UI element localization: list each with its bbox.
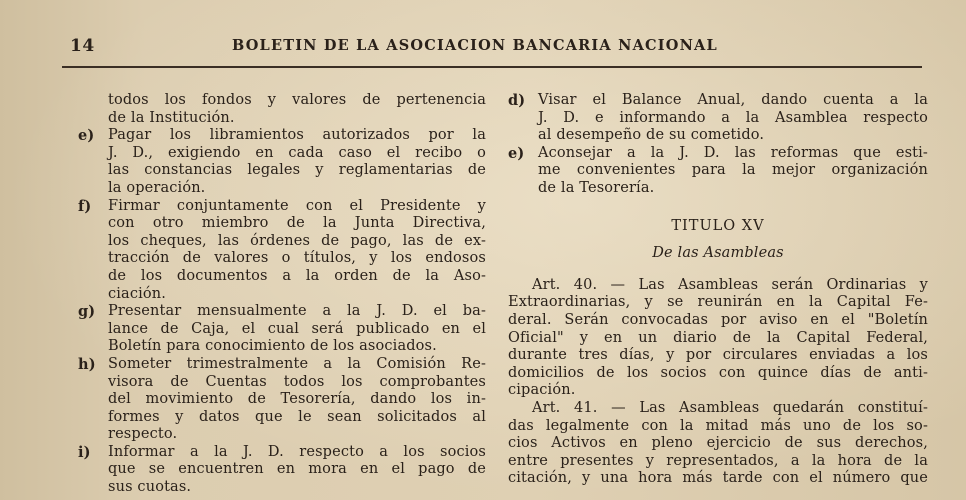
text-line: Art. 40. — Las Asambleas serán Ordinarias y [532, 276, 928, 293]
text-line: visora de Cuentas todos los comprobantes [108, 373, 486, 390]
text-line: con otro miembro de la Junta Directiva, [108, 215, 486, 232]
list-item-marker: e) [508, 144, 525, 162]
text-line: las constancias legales y reglamentarias de [108, 162, 486, 179]
text-line: del movimiento de Tesorería, dando los in- [108, 391, 486, 408]
text-line: lance de Caja, el cual será publicado en el [108, 320, 486, 337]
list-item-marker: h) [78, 355, 96, 373]
article-paragraph [508, 400, 928, 488]
page-number: 14 [70, 36, 95, 56]
text-line: Boletín para conocimiento de los asociados. [108, 338, 437, 355]
text-line: de la Tesorería. [538, 179, 655, 196]
text-line: J. D., exigiendo en cada caso el recibo o [108, 144, 486, 161]
text-line: J. D. e informando a la Asamblea respecto [538, 109, 928, 126]
article-paragraph [508, 277, 928, 400]
text-line: tracción de valores o títulos, y los endosos [108, 250, 486, 267]
text-line: citación, y una hora más tarde con el número que [508, 470, 928, 487]
list-item [508, 92, 928, 145]
text-line: Informar a la J. D. respecto a los socios [108, 443, 486, 460]
text-line: Oficial" y en un diario de la Capital Federal, [508, 329, 928, 346]
list-item-marker: d) [508, 92, 526, 109]
list-item-marker: e) [78, 127, 95, 145]
list-item-marker: g) [78, 303, 96, 321]
right-column [508, 92, 928, 488]
list-item [78, 356, 486, 444]
text-line: ciación. [108, 285, 167, 302]
list-item [78, 198, 486, 304]
text-line: Firmar conjuntamente con el Presidente y [108, 197, 486, 214]
text-line: Someter trimestralmente a la Comisión Re- [108, 355, 486, 372]
text-line: de los documentos a la orden de la Aso- [108, 267, 486, 284]
text-line: formes y datos que le sean solicitados al [108, 408, 486, 425]
section-title: TITULO XV [671, 217, 765, 234]
text-line: sus cuotas. [108, 479, 192, 496]
list-item [78, 444, 486, 497]
running-title: BOLETIN DE LA ASOCIACION BANCARIA NACIONAL [232, 37, 718, 54]
text-line: la operación. [108, 179, 206, 196]
list-item-marker: f) [78, 197, 92, 215]
text-line: deral. Serán convocadas por aviso en el "Boletín [508, 311, 928, 328]
text-line: cios Activos en pleno ejercicio de sus derechos, [508, 435, 928, 452]
left-column [78, 92, 486, 497]
text-line: Art. 41. — Las Asambleas quedarán constituí- [532, 399, 928, 416]
text-line: que se encuentren en mora en el pago de [108, 461, 486, 478]
list-item-marker: i) [78, 443, 91, 461]
text-line: todos los fondos y valores de pertenencia [108, 92, 486, 108]
text-line: Presentar mensualmente a la J. D. el ba- [108, 303, 486, 320]
text-line: das legalmente con la mitad más uno de los so- [508, 417, 928, 434]
text-line: Pagar los libramientos autorizados por la [108, 127, 486, 144]
text-line: Aconsejar a la J. D. las reformas que esti- [538, 144, 928, 161]
list-item [508, 145, 928, 198]
text-line: me convenientes para la mejor organización [538, 162, 928, 179]
text-line: Extraordinarias, y se reunirán en la Capital Fe- [508, 294, 928, 311]
page-header [70, 36, 920, 60]
section-subtitle: De las Asambleas [652, 245, 784, 262]
text-line: respecto. [108, 426, 178, 443]
header-rule [62, 66, 922, 68]
text-line: entre presentes y representados, a la hora de la [508, 452, 928, 469]
text-line: durante tres días, y por circulares enviadas a los [508, 347, 928, 364]
continued-paragraph [78, 92, 486, 127]
text-line: de la Institución. [108, 109, 235, 126]
text-line: Visar el Balance Anual, dando cuenta a la [538, 92, 928, 108]
text-line: al desempeño de su cometido. [538, 127, 765, 144]
text-line: cipación. [508, 382, 576, 399]
list-item [78, 127, 486, 197]
list-item [78, 303, 486, 356]
text-line: los cheques, las órdenes de pago, las de ex- [108, 232, 486, 249]
text-line: domicilios de los socios con quince días de anti- [508, 364, 928, 381]
